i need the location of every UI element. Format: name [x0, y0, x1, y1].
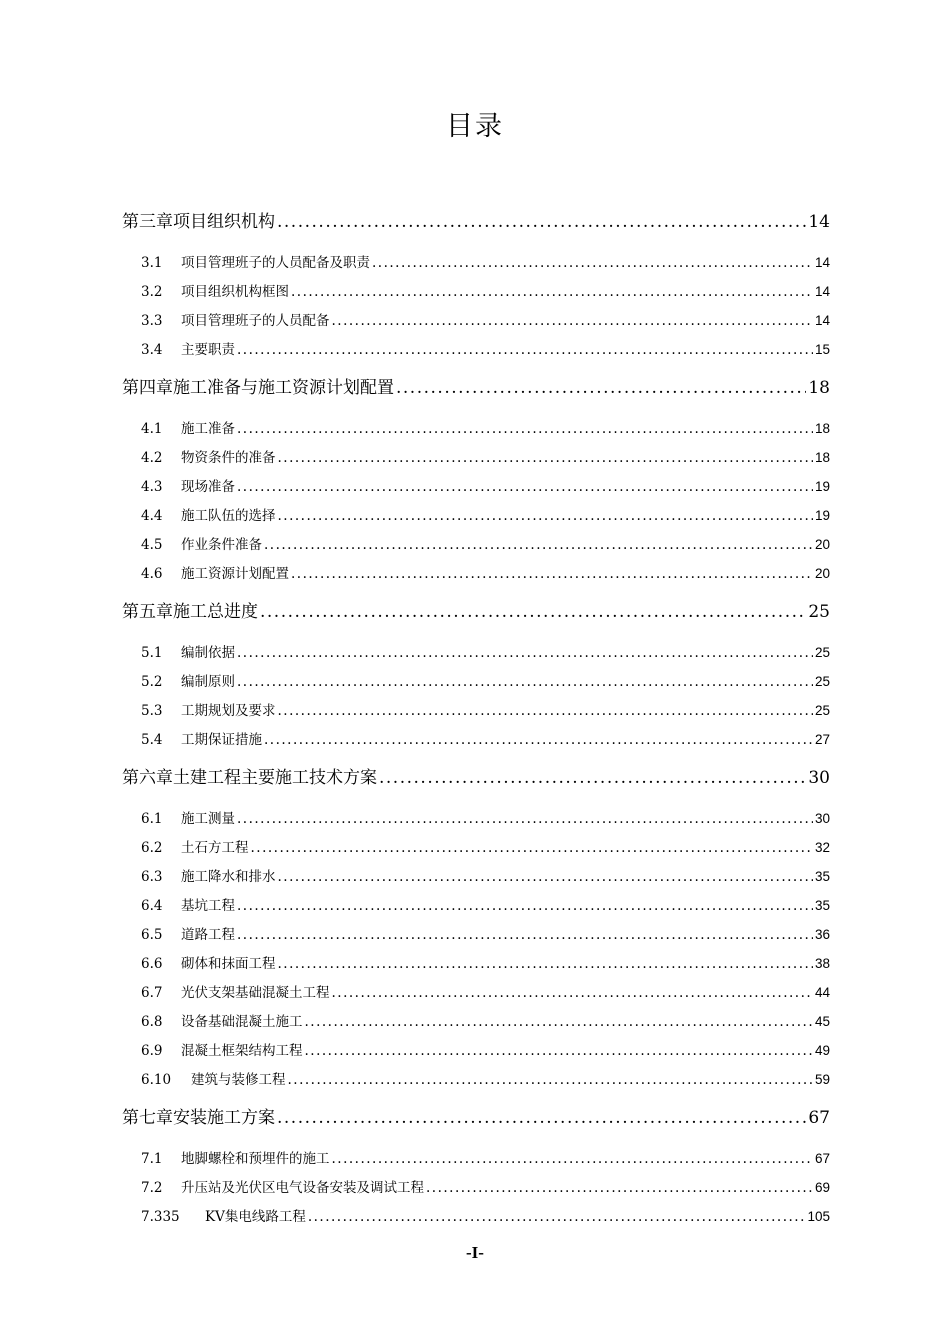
toc-dot-leader — [278, 508, 813, 524]
toc-entry-page: 35 — [814, 898, 830, 913]
toc-entry-title: 施工队伍的选择 — [181, 508, 276, 524]
toc-entry-number: 4.4 — [141, 508, 163, 524]
toc-dot-leader — [332, 1151, 813, 1167]
toc-entry-title: 主要职责 — [181, 342, 235, 358]
toc-entry-page: 44 — [814, 985, 830, 1000]
toc-entry-title: 编制原则 — [181, 674, 235, 690]
toc-entry-number: 4.6 — [141, 566, 163, 582]
toc-dot-leader — [288, 1072, 813, 1088]
toc-section-entry[interactable] — [141, 1068, 830, 1088]
toc-entry-title: 砌体和抹面工程 — [181, 956, 276, 972]
toc-entry-title: 第四章施工准备与施工资源计划配置 — [122, 378, 394, 397]
toc-entry-page: 25 — [814, 703, 830, 718]
toc-section-entry[interactable] — [141, 981, 830, 1001]
toc-entry-number: 6.10 — [141, 1072, 172, 1088]
toc-entry-title: 现场准备 — [181, 479, 235, 495]
toc-entry-page: 69 — [814, 1180, 830, 1195]
toc-dot-leader — [291, 284, 813, 300]
toc-dot-leader — [305, 1043, 813, 1059]
toc-dot-leader — [237, 421, 813, 437]
toc-dot-leader — [305, 1014, 813, 1030]
toc-dot-leader — [396, 378, 806, 397]
toc-entry-page: 14 — [814, 313, 830, 328]
toc-dot-leader — [237, 811, 813, 827]
toc-entry-title: 项目管理班子的人员配备及职责 — [181, 255, 370, 271]
toc-entry-number: 7.1 — [141, 1151, 163, 1167]
toc-section-entry[interactable] — [141, 865, 830, 885]
toc-entry-number: 7.335 — [141, 1209, 180, 1225]
toc-chapter-entry[interactable] — [122, 597, 830, 621]
toc-dot-leader — [372, 255, 813, 271]
toc-entry-page: 38 — [814, 956, 830, 971]
toc-dot-leader — [278, 956, 813, 972]
toc-entry-number: 4.5 — [141, 537, 163, 553]
toc-entry-page: 36 — [814, 927, 830, 942]
toc-entry-number: 5.3 — [141, 703, 163, 719]
toc-section-entry[interactable] — [141, 446, 830, 466]
toc-entry-page: 19 — [814, 508, 830, 523]
toc-entry-number: 3.4 — [141, 342, 163, 358]
toc-section-entry[interactable] — [141, 1176, 830, 1196]
toc-section-entry[interactable] — [141, 309, 830, 329]
toc-entry-title: 第六章土建工程主要施工技术方案 — [122, 768, 377, 787]
toc-dot-leader — [264, 732, 813, 748]
toc-dot-leader — [278, 450, 813, 466]
toc-chapter-entry[interactable] — [122, 207, 830, 231]
toc-entry-page: 20 — [814, 537, 830, 552]
toc-entry-number: 6.6 — [141, 956, 163, 972]
toc-section-entry[interactable] — [141, 952, 830, 972]
toc-section-entry[interactable] — [141, 251, 830, 271]
toc-entry-number: 4.2 — [141, 450, 163, 466]
toc-entry-title: 项目管理班子的人员配备 — [181, 313, 330, 329]
toc-dot-leader — [237, 479, 813, 495]
toc-section-entry[interactable] — [141, 670, 830, 690]
toc-entry-number: 3.2 — [141, 284, 163, 300]
toc-entry-page: 45 — [814, 1014, 830, 1029]
toc-entry-title: 编制依据 — [181, 645, 235, 661]
toc-entry-title: 地脚螺栓和预埋件的施工 — [181, 1151, 330, 1167]
toc-section-entry[interactable] — [141, 728, 830, 748]
toc-dot-leader — [237, 342, 813, 358]
toc-entry-page: 14 — [814, 255, 830, 270]
toc-chapter-entry[interactable] — [122, 763, 830, 787]
toc-entry-number: 4.1 — [141, 421, 163, 437]
toc-entry-page: 67 — [814, 1151, 830, 1166]
toc-entry-title: KV集电线路工程 — [205, 1209, 306, 1225]
toc-entry-number: 6.7 — [141, 985, 163, 1001]
toc-entry-page: 30 — [808, 768, 830, 787]
toc-chapter-entry[interactable] — [122, 1103, 830, 1127]
toc-entry-page: 105 — [807, 1209, 830, 1224]
toc-dot-leader — [237, 898, 813, 914]
toc-section-entry[interactable] — [141, 280, 830, 300]
page-title: 目录 — [446, 111, 504, 142]
toc-entry-title: 物资条件的准备 — [181, 450, 276, 466]
toc-entry-page: 19 — [814, 479, 830, 494]
toc-section-entry[interactable] — [141, 338, 830, 358]
toc-entry-number: 5.2 — [141, 674, 163, 690]
toc-entry-title: 混凝土框架结构工程 — [181, 1043, 303, 1059]
toc-entry-page: 59 — [814, 1072, 830, 1087]
toc-entry-title: 作业条件准备 — [181, 537, 262, 553]
toc-dot-leader — [332, 313, 813, 329]
toc-section-entry[interactable] — [141, 1010, 830, 1030]
toc-entry-title: 设备基础混凝土施工 — [181, 1014, 303, 1030]
toc-section-entry[interactable] — [141, 923, 830, 943]
toc-section-entry[interactable] — [141, 533, 830, 553]
toc-section-entry[interactable] — [141, 894, 830, 914]
toc-entry-page: 32 — [814, 840, 830, 855]
toc-entry-page: 25 — [814, 674, 830, 689]
toc-section-entry[interactable] — [141, 504, 830, 524]
toc-entry-number: 5.1 — [141, 645, 163, 661]
toc-dot-leader — [251, 840, 813, 856]
toc-entry-page: 15 — [814, 342, 830, 357]
toc-chapter-entry[interactable] — [122, 373, 830, 397]
toc-entry-page: 18 — [808, 378, 830, 397]
toc-entry-title: 施工准备 — [181, 421, 235, 437]
toc-entry-title: 土石方工程 — [181, 840, 249, 856]
toc-dot-leader — [332, 985, 813, 1001]
toc-entry-page: 20 — [814, 566, 830, 581]
toc-entry-number: 6.8 — [141, 1014, 163, 1030]
toc-section-entry[interactable] — [141, 475, 830, 495]
toc-entry-page: 30 — [814, 811, 830, 826]
toc-entry-title: 光伏支架基础混凝土工程 — [181, 985, 330, 1001]
toc-entry-title: 施工降水和排水 — [181, 869, 276, 885]
toc-entry-page: 18 — [814, 421, 830, 436]
toc-section-entry[interactable] — [141, 807, 830, 827]
toc-section-entry[interactable] — [141, 1147, 830, 1167]
toc-entry-title: 升压站及光伏区电气设备安装及调试工程 — [181, 1180, 424, 1196]
toc-dot-leader — [426, 1180, 813, 1196]
toc-dot-leader — [277, 212, 806, 231]
toc-entry-page: 14 — [814, 284, 830, 299]
toc-section-entry[interactable] — [141, 641, 830, 661]
toc-entry-page: 49 — [814, 1043, 830, 1058]
toc-entry-number: 3.3 — [141, 313, 163, 329]
toc-section-entry[interactable] — [141, 1205, 830, 1225]
toc-entry-page: 14 — [808, 212, 830, 231]
toc-entry-title: 工期规划及要求 — [181, 703, 276, 719]
toc-entry-title: 基坑工程 — [181, 898, 235, 914]
toc-entry-page: 35 — [814, 869, 830, 884]
toc-dot-leader — [308, 1209, 806, 1225]
toc-dot-leader — [379, 768, 806, 787]
toc-entry-title: 第三章项目组织机构 — [122, 212, 275, 231]
toc-entry-page: 25 — [814, 645, 830, 660]
toc-section-entry[interactable] — [141, 1039, 830, 1059]
toc-entry-number: 6.3 — [141, 869, 163, 885]
toc-dot-leader — [237, 674, 813, 690]
toc-dot-leader — [278, 869, 813, 885]
toc-entry-page: 67 — [808, 1108, 830, 1127]
toc-entry-title: 第五章施工总进度 — [122, 602, 258, 621]
toc-section-entry[interactable] — [141, 699, 830, 719]
toc-entry-number: 6.9 — [141, 1043, 163, 1059]
toc-dot-leader — [260, 602, 806, 621]
toc-entry-page: 25 — [808, 602, 830, 621]
toc-entry-number: 6.5 — [141, 927, 163, 943]
toc-entry-title: 项目组织机构框图 — [181, 284, 289, 300]
toc-entry-page: 27 — [814, 732, 830, 747]
toc-dot-leader — [277, 1108, 806, 1127]
toc-entry-number: 5.4 — [141, 732, 163, 748]
toc-entry-title: 施工资源计划配置 — [181, 566, 289, 582]
toc-entry-number: 6.1 — [141, 811, 163, 827]
toc-dot-leader — [291, 566, 813, 582]
toc-entry-number: 6.4 — [141, 898, 163, 914]
toc-dot-leader — [237, 645, 813, 661]
toc-dot-leader — [264, 537, 813, 553]
toc-entry-title: 第七章安装施工方案 — [122, 1108, 275, 1127]
toc-entry-number: 3.1 — [141, 255, 163, 271]
toc-entry-page: 18 — [814, 450, 830, 465]
toc-section-entry[interactable] — [141, 417, 830, 437]
toc-entry-title: 施工测量 — [181, 811, 235, 827]
toc-entry-number: 7.2 — [141, 1180, 163, 1196]
toc-entry-number: 6.2 — [141, 840, 163, 856]
toc-entry-title: 工期保证措施 — [181, 732, 262, 748]
toc-entry-title: 建筑与装修工程 — [191, 1072, 286, 1088]
toc-dot-leader — [278, 703, 813, 719]
toc-section-entry[interactable] — [141, 836, 830, 856]
toc-entry-title: 道路工程 — [181, 927, 235, 943]
page-number-footer: -I- — [466, 1243, 484, 1262]
toc-entry-number: 4.3 — [141, 479, 163, 495]
toc-dot-leader — [237, 927, 813, 943]
toc-section-entry[interactable] — [141, 562, 830, 582]
